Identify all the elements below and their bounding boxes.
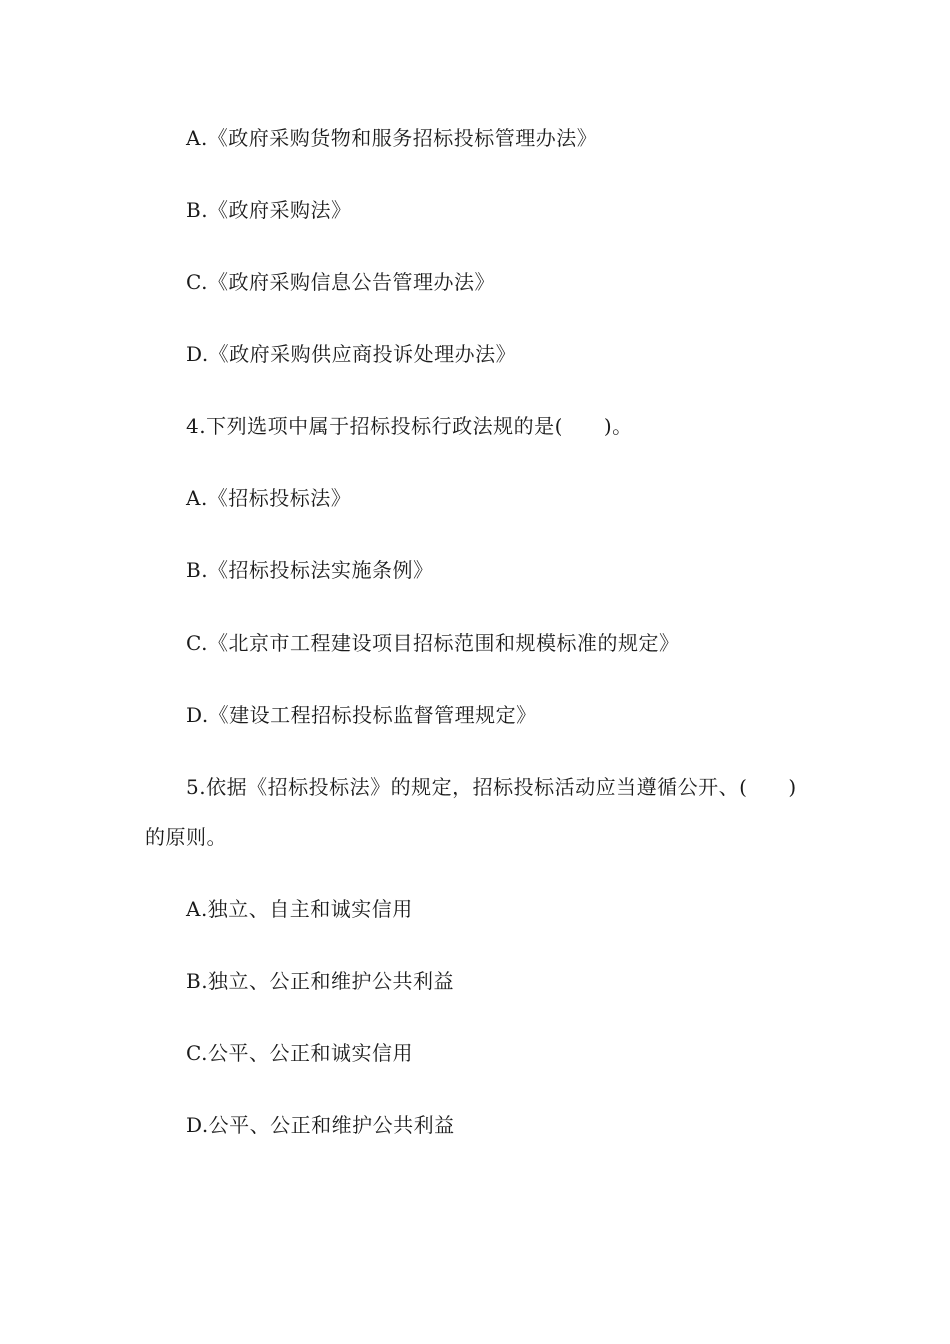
q3-option-b: B.《政府采购法》: [186, 198, 352, 222]
q5-option-d: D.公平、公正和维护公共利益: [186, 1113, 455, 1137]
q5-stem-line1: 5.依据《招标投标法》的规定，招标投标活动应当遵循公开、( ): [186, 775, 797, 799]
q5-stem-line2: 的原则。: [145, 825, 227, 849]
q3-option-c: C.《政府采购信息公告管理办法》: [186, 270, 495, 294]
q5-option-b: B.独立、公正和维护公共利益: [186, 969, 455, 993]
q5-option-c: C.公平、公正和诚实信用: [186, 1041, 413, 1065]
q3-option-a: A.《政府采购货物和服务招标投标管理办法》: [186, 126, 598, 150]
q4-option-a: A.《招标投标法》: [186, 486, 352, 510]
q4-option-c: C.《北京市工程建设项目招标范围和规模标准的规定》: [186, 631, 680, 655]
q5-option-a: A.独立、自主和诚实信用: [186, 897, 413, 921]
q3-option-d: D.《政府采购供应商投诉处理办法》: [186, 342, 517, 366]
q4-option-b: B.《招标投标法实施条例》: [186, 558, 434, 582]
q4-option-d: D.《建设工程招标投标监督管理规定》: [186, 703, 537, 727]
q4-stem: 4.下列选项中属于招标投标行政法规的是( )。: [186, 414, 633, 438]
